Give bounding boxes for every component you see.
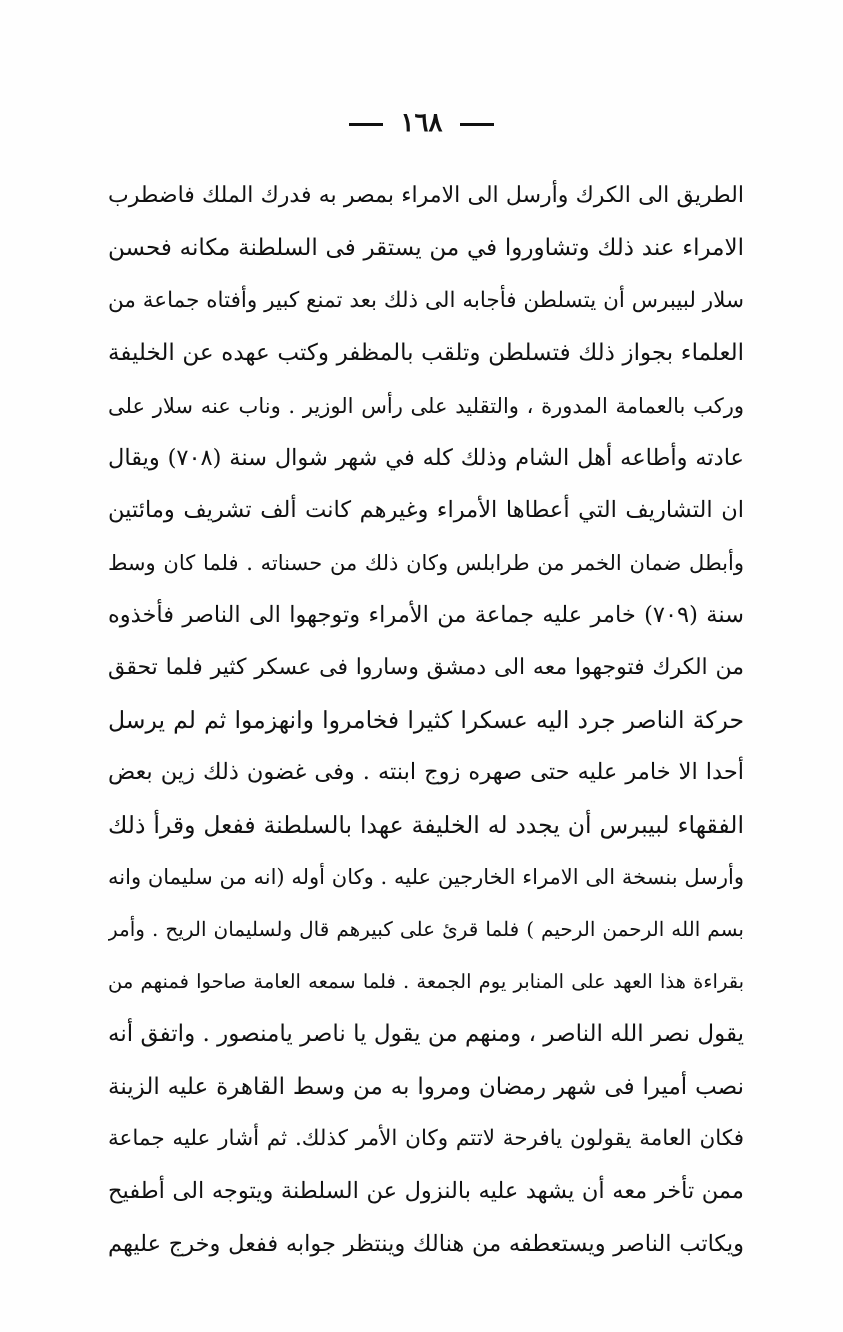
text-line: حركة الناصر جرد اليه عسكرا كثيرا فخامروا وانهزموا ثم لم يرسل (108, 705, 744, 734)
text-line: وأرسل بنسخة الى الامراء الخارجين عليه . وكان أوله (انه من سليمان وانه (108, 865, 744, 890)
text-line: وأبطل ضمان الخمر من طرابلس وكان ذلك من حسناته . فلما كان وسط (108, 550, 744, 575)
text-line: الامراء عند ذلك وتشاوروا في من يستقر فى السلطنة مكانه فحسن (108, 235, 744, 262)
text-line: من الكرك فتوجهوا معه الى دمشق وساروا فى عسكر كثير فلما تحقق (108, 654, 744, 680)
text-line: نصب أميرا فى شهر رمضان ومروا به من وسط القاهرة عليه الزينة (108, 1073, 744, 1100)
page-number-header (0, 108, 843, 138)
text-line: ويكاتب الناصر ويستعطفه من هنالك وينتظر جوابه ففعل وخرج عليهم (108, 1230, 744, 1257)
text-line: سنة (٧٠٩) خامر عليه جماعة من الأمراء وتوجهوا الى الناصر فأخذوه (108, 602, 744, 629)
text-line: ممن تأخر معه أن يشهد عليه بالنزول عن السلطنة ويتوجه الى أطفيح (108, 1178, 744, 1205)
text-line: الطريق الى الكرك وأرسل الى الامراء بمصر به فدرك الملك فاضطرب (108, 183, 744, 208)
text-line: ان التشاريف التي أعطاها الأمراء وغيرهم كانت ألف تشريف ومائتين (108, 497, 744, 524)
page-number: ١٦٨ (400, 108, 443, 138)
text-line: يقول نصر الله الناصر ، ومنهم من يقول يا ناصر يامنصور . واتفق أنه (108, 1021, 744, 1048)
text-line: فكان العامة يقولون يافرحة لاتتم وكان الأمر كذلك. ثم أشار عليه جماعة (108, 1126, 744, 1152)
text-line: وركب بالعمامة المدورة ، والتقليد على رأس الوزير . وناب عنه سلار على (108, 393, 744, 418)
text-line: بسم الله الرحمن الرحيم ) فلما قرئ على كبيرهم قال ولسليمان الريح . وأمر (108, 917, 744, 942)
text-line: العلماء بجواز ذلك فتسلطن وتلقب بالمظفر وكتب عهده عن الخليفة (108, 340, 744, 367)
text-line: سلار لبيبرس أن يتسلطن فأجابه الى ذلك بعد تمنع كبير وأفتاه جماعة من (108, 287, 744, 313)
text-line: الفقهاء لبيبرس أن يجدد له الخليفة عهدا بالسلطنة ففعل وقرأ ذلك (108, 810, 744, 839)
text-line: عادته وأطاعه أهل الشام وذلك كله في شهر شوال سنة (٧٠٨) ويقال (108, 444, 744, 471)
body-text (108, 170, 744, 1270)
header-dash-left (349, 123, 383, 126)
text-line: بقراءة هذا العهد على المنابر يوم الجمعة . فلما سمعه العامة صاحوا فمنهم من (108, 969, 744, 993)
text-line: أحدا الا خامر عليه حتى صهره زوج ابنته . وفى غضون ذلك زين بعض (108, 759, 744, 786)
header-dash-right (460, 123, 494, 126)
